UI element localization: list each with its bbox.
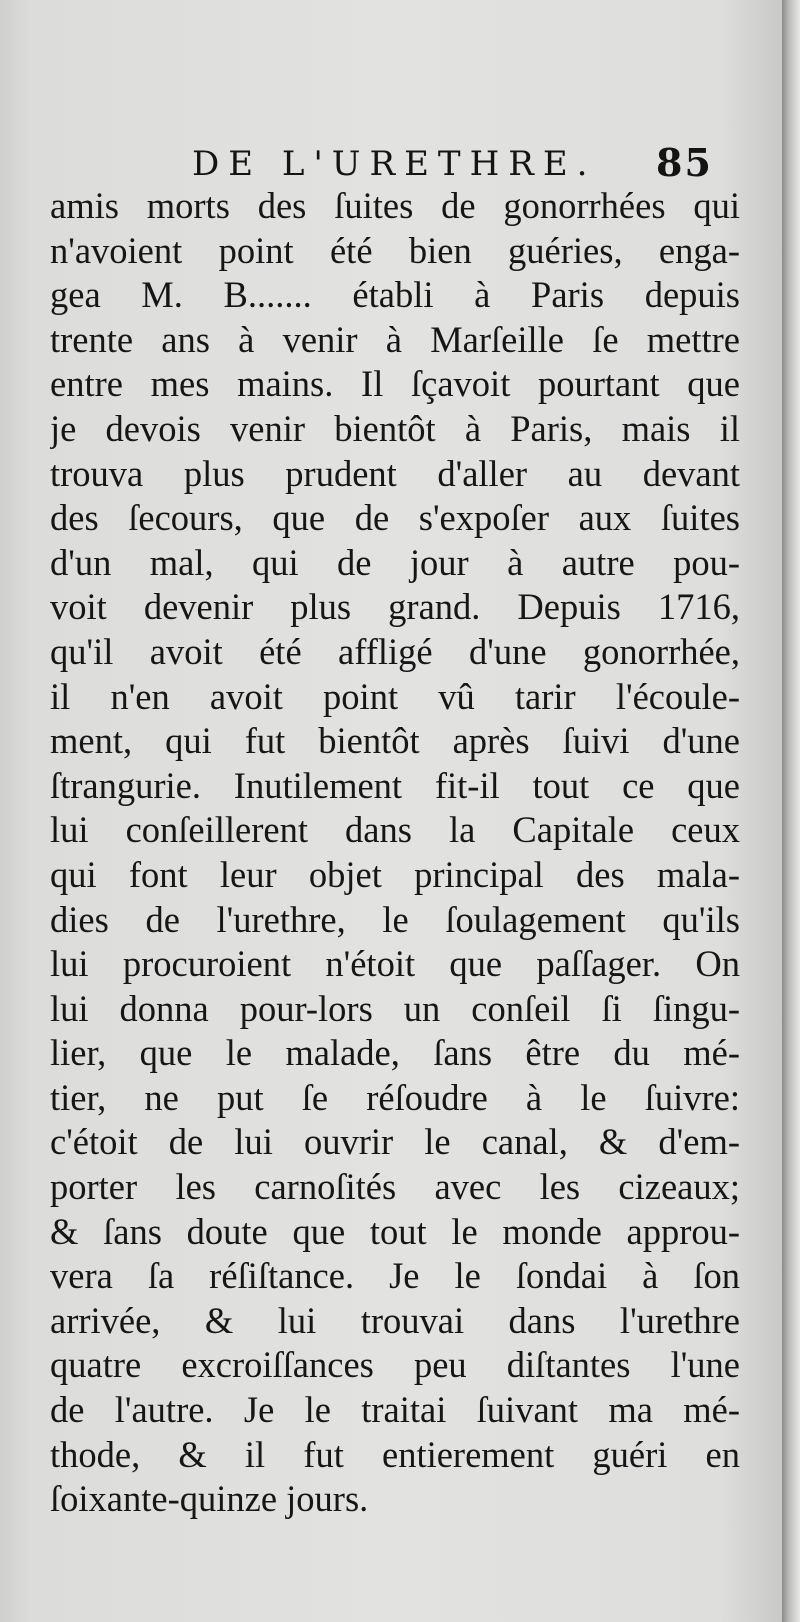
text-line: arrivée, & lui trouvai dans l'urethre — [50, 1299, 740, 1341]
text-line: ſtrangurie. Inutilement fit-il tout ce que — [50, 764, 740, 806]
text-line: dies de l'urethre, le ſoulagement qu'ils — [50, 898, 740, 940]
text-line: lui procuroient n'étoit que paſſager. On — [50, 943, 740, 985]
text-line: ſoixante-quinze jours. — [50, 1478, 369, 1520]
body-text — [50, 184, 740, 1522]
text-line: trouva plus prudent d'aller au devant — [50, 452, 740, 494]
text-line: de l'autre. Je le traitai ſuivant ma mé- — [50, 1389, 740, 1431]
text-line: quatre excroiſſances peu diſtantes l'une — [50, 1344, 740, 1386]
text-line: porter les carnoſités avec les cizeaux; — [50, 1166, 740, 1208]
text-line: amis morts des ſuites de gonorrhées qui — [50, 185, 740, 226]
text-line: trente ans à venir à Marſeille ſe mettre — [50, 318, 740, 360]
text-line: & ſans doute que tout le monde approu- — [50, 1210, 740, 1252]
text-line: vera ſa réſiſtance. Je le ſondai à ſon — [50, 1255, 740, 1297]
text-line: d'un mal, qui de jour à autre pou- — [50, 541, 740, 583]
text-line: thode, & il fut entierement guéri en — [50, 1433, 740, 1475]
text-line: gea M. B....... établi à Paris depuis — [50, 274, 740, 316]
text-line: tier, ne put ſe réſoudre à le ſuivre: — [50, 1076, 740, 1118]
page-number: 85 — [656, 140, 713, 185]
text-line: lui donna pour-lors un conſeil ſi ſingu- — [50, 987, 740, 1029]
text-line: voit devenir plus grand. Depuis 1716, — [50, 586, 740, 628]
text-line: lier, que le malade, ſans être du mé- — [50, 1032, 740, 1074]
text-line: je devois venir bientôt à Paris, mais il — [50, 407, 740, 449]
text-line: n'avoient point été bien guéries, enga- — [50, 229, 740, 271]
text-line: des ſecours, que de s'expoſer aux ſuites — [50, 497, 740, 539]
text-line: il n'en avoit point vû tarir l'écoule- — [50, 675, 740, 717]
text-line: ment, qui fut bientôt après ſuivi d'une — [50, 720, 740, 762]
text-line: lui conſeillerent dans la Capitale ceux — [50, 809, 740, 851]
running-title: DE L'URETHRE. — [192, 144, 597, 184]
text-line: entre mes mains. Il ſçavoit pourtant que — [50, 363, 740, 405]
text-line: c'étoit de lui ouvrir le canal, & d'em- — [50, 1121, 740, 1163]
text-line: qu'il avoit été affligé d'une gonorrhée, — [50, 630, 740, 672]
page-edge-shadow — [782, 0, 800, 1622]
text-line: qui font leur objet principal des mala- — [50, 853, 740, 895]
